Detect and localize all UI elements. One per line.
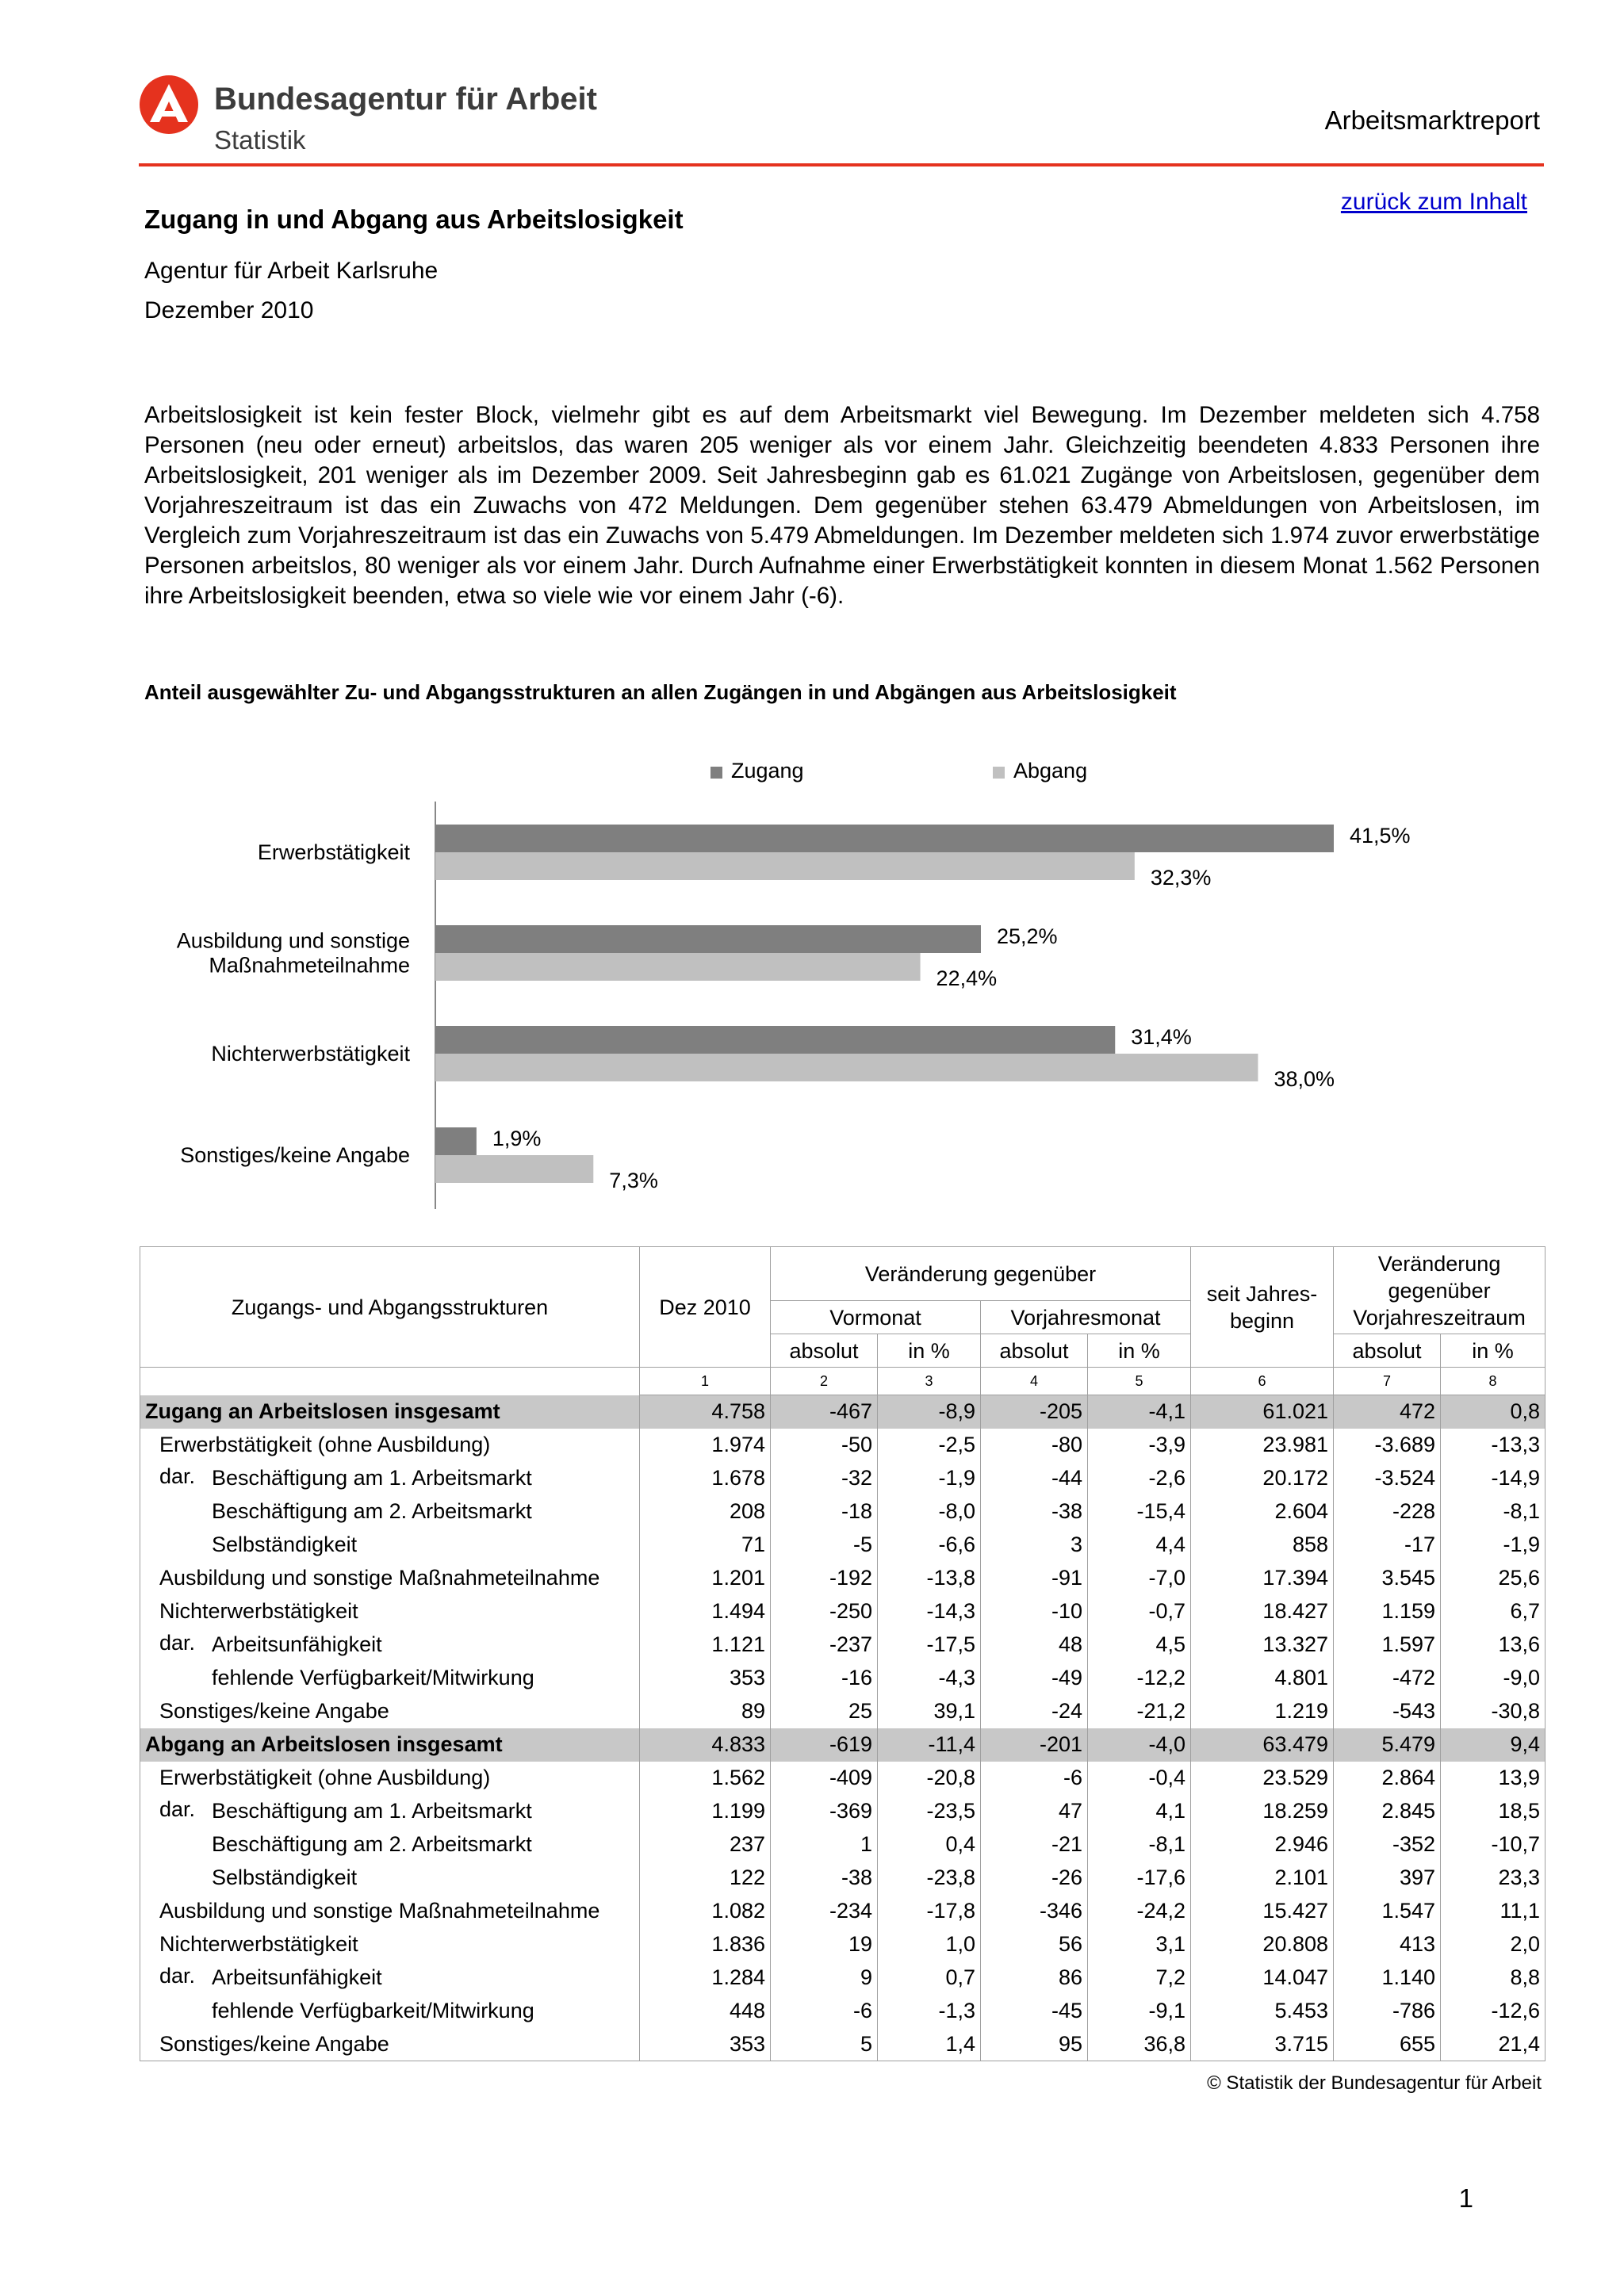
cell-value: 13,6 [1441, 1628, 1545, 1662]
cell-value: -2,5 [878, 1429, 981, 1462]
cell-value: -17,8 [878, 1895, 981, 1928]
col-index: 5 [1088, 1368, 1191, 1395]
cell-value: -2,6 [1088, 1462, 1191, 1495]
cell-value: -201 [981, 1728, 1088, 1762]
table-row [140, 1628, 1545, 1662]
cell-value: -4,1 [1088, 1395, 1191, 1429]
header-absolut: absolut [1334, 1334, 1441, 1368]
row-label-text: Ausbildung und sonstige Maßnahmeteilnahme [159, 1899, 600, 1923]
cell-value: 413 [1334, 1928, 1441, 1961]
cell-value: -12,2 [1088, 1662, 1191, 1695]
dar-prefix: dar. [159, 1797, 196, 1821]
flow-structure-table [140, 1246, 1545, 2061]
cell-value: 4.833 [640, 1728, 771, 1762]
col-index: 3 [878, 1368, 981, 1395]
row-label [140, 1828, 640, 1862]
cell-value: 11,1 [1441, 1895, 1545, 1928]
cell-value: 14.047 [1191, 1961, 1334, 1995]
bar-zugang [435, 925, 981, 953]
cell-value: 1.201 [640, 1562, 771, 1595]
cell-value: -10 [981, 1595, 1088, 1628]
cell-value: 1.082 [640, 1895, 771, 1928]
header-vormonat: Vormonat [771, 1301, 981, 1334]
ba-logo-icon [139, 75, 199, 135]
cell-value: -17 [1334, 1529, 1441, 1562]
col-index: 1 [640, 1368, 771, 1395]
cell-value: -369 [771, 1795, 878, 1828]
report-period: Dezember 2010 [144, 297, 314, 323]
header-dez-2010: Dez 2010 [640, 1247, 771, 1368]
row-label-text: Selbständigkeit [212, 1533, 358, 1556]
cell-value: 25,6 [1441, 1562, 1545, 1595]
cell-value: 0,8 [1441, 1395, 1545, 1429]
row-label [140, 2028, 640, 2061]
cell-value: -472 [1334, 1662, 1441, 1695]
data-label-zugang: 25,2% [996, 924, 1058, 948]
cell-value: -50 [771, 1429, 878, 1462]
row-label [140, 1395, 640, 1429]
cell-value: -13,3 [1441, 1429, 1545, 1462]
back-to-contents-link[interactable]: zurück zum Inhalt [1340, 189, 1527, 215]
row-label-text: Beschäftigung am 2. Arbeitsmarkt [212, 1832, 532, 1856]
row-label-text: Erwerbstätigkeit (ohne Ausbildung) [159, 1766, 491, 1789]
cell-value: -8,1 [1441, 1495, 1545, 1529]
row-label-text: Beschäftigung am 1. Arbeitsmarkt [212, 1466, 532, 1490]
cell-value: 0,7 [878, 1961, 981, 1995]
cell-value: 48 [981, 1628, 1088, 1662]
data-label-abgang: 7,3% [609, 1169, 658, 1192]
cell-value: 20.808 [1191, 1928, 1334, 1961]
row-label [140, 1429, 640, 1462]
cell-value: 18.259 [1191, 1795, 1334, 1828]
category-label: Erwerbstätigkeit [257, 840, 410, 864]
row-label [140, 1595, 640, 1628]
table-row [140, 1995, 1545, 2028]
header-absolut: absolut [981, 1334, 1088, 1368]
data-label-zugang: 1,9% [492, 1127, 542, 1150]
cell-value: 2.604 [1191, 1495, 1334, 1529]
cell-value: -26 [981, 1862, 1088, 1895]
cell-value: -9,0 [1441, 1662, 1545, 1695]
dar-prefix: dar. [159, 1630, 196, 1655]
cell-value: -11,4 [878, 1728, 981, 1762]
cell-value: 1.121 [640, 1628, 771, 1662]
cell-value: -44 [981, 1462, 1088, 1495]
cell-value: -3.524 [1334, 1462, 1441, 1495]
col-index: 6 [1191, 1368, 1334, 1395]
table-row [140, 1728, 1545, 1762]
table-row [140, 1928, 1545, 1961]
row-label-text: Erwerbstätigkeit (ohne Ausbildung) [159, 1433, 491, 1456]
cell-value: 18,5 [1441, 1795, 1545, 1828]
cell-value: 4,1 [1088, 1795, 1191, 1828]
page-number: 1 [1458, 2183, 1473, 2213]
cell-value: 23.981 [1191, 1429, 1334, 1462]
table-row [140, 1429, 1545, 1462]
cell-value: 21,4 [1441, 2028, 1545, 2061]
cell-value: -234 [771, 1895, 878, 1928]
cell-value: 13.327 [1191, 1628, 1334, 1662]
cell-value: -1,9 [1441, 1529, 1545, 1562]
table-row [140, 2028, 1545, 2061]
cell-value: -80 [981, 1429, 1088, 1462]
cell-value: 19 [771, 1928, 878, 1961]
cell-value: 63.479 [1191, 1728, 1334, 1762]
cell-value: 1.494 [640, 1595, 771, 1628]
col-index: 8 [1441, 1368, 1545, 1395]
cell-value: 237 [640, 1828, 771, 1862]
row-label-text: Beschäftigung am 2. Arbeitsmarkt [212, 1499, 532, 1523]
cell-value: 47 [981, 1795, 1088, 1828]
cell-value: 3.715 [1191, 2028, 1334, 2061]
cell-value: -91 [981, 1562, 1088, 1595]
cell-value: -49 [981, 1662, 1088, 1695]
cell-value: -0,7 [1088, 1595, 1191, 1628]
row-label-text: fehlende Verfügbarkeit/Mitwirkung [212, 1666, 534, 1689]
cell-value: 89 [640, 1695, 771, 1728]
chart-title: Anteil ausgewählter Zu- und Abgangsstrukturen an allen Zugängen in und Abgängen aus Arbeitslosigkeit [144, 680, 1177, 704]
cell-value: -16 [771, 1662, 878, 1695]
cell-value: -38 [771, 1862, 878, 1895]
cell-value: -1,3 [878, 1995, 981, 2028]
cell-value: -23,5 [878, 1795, 981, 1828]
cell-value: 1.140 [1334, 1961, 1441, 1995]
cell-value: -15,4 [1088, 1495, 1191, 1529]
cell-value: -5 [771, 1529, 878, 1562]
table-row [140, 1762, 1545, 1795]
row-label [140, 1961, 640, 1995]
legend-swatch-zugang [710, 767, 722, 779]
cell-value: 18.427 [1191, 1595, 1334, 1628]
cell-value: -6 [771, 1995, 878, 2028]
cell-value: 71 [640, 1529, 771, 1562]
cell-value: 5 [771, 2028, 878, 2061]
cell-value: 1.974 [640, 1429, 771, 1462]
intro-paragraph: Arbeitslosigkeit ist kein fester Block, vielmehr gibt es auf dem Arbeitsmarkt viel Bewegung. Im Dezember meldeten sich 4.758 Personen (neu oder erneut) arbeitslos, das waren 205 weniger als vor einem Jahr. Gleichzeitig beendeten 4.833 Personen ihre Arbeitslosigkeit, 201 weniger als im Dezember 2009. Seit Jahresbeginn gab es 61.021 Zugänge von Arbeitslosen, gegenüber dem Vorjahreszeitraum ist das ein Zuwachs von 472 Meldungen. Dem gegenüber stehen 63.479 Abmeldungen von Arbeitslosen, im Vergleich zum Vorjahreszeitraum ist das ein Zuwachs von 5.479 Abmeldungen. Im Dezember meldeten sich 1.974 zuvor erwerbstätige Personen arbeitslos, 80 weniger als vor einem Jahr. Durch Aufnahme einer Erwerbstätigkeit konnten in diesem Monat 1.562 Personen ihre Arbeitslosigkeit beenden, etwa so viele wie vor einem Jahr (-6). [144, 402, 1540, 609]
col-index: 4 [981, 1368, 1088, 1395]
row-label [140, 1529, 640, 1562]
cell-value: 23,3 [1441, 1862, 1545, 1895]
row-label-text: Zugang an Arbeitslosen insgesamt [145, 1399, 500, 1423]
cell-value: 7,2 [1088, 1961, 1191, 1995]
row-label [140, 1695, 640, 1728]
cell-value: -543 [1334, 1695, 1441, 1728]
table-row [140, 1662, 1545, 1695]
row-label-text: Nichterwerbstätigkeit [159, 1932, 358, 1956]
cell-value: 95 [981, 2028, 1088, 2061]
row-label-text: Beschäftigung am 1. Arbeitsmarkt [212, 1799, 532, 1823]
org-name: Bundesagentur für Arbeit [214, 82, 597, 117]
cell-value: -10,7 [1441, 1828, 1545, 1862]
row-label-text: Sonstiges/keine Angabe [159, 2031, 389, 2056]
cell-value: 472 [1334, 1395, 1441, 1429]
row-label [140, 1795, 640, 1828]
cell-value: -409 [771, 1762, 878, 1795]
table-row [140, 1795, 1545, 1828]
cell-value: 9,4 [1441, 1728, 1545, 1762]
table-row [140, 1562, 1545, 1595]
cell-value: 23.529 [1191, 1762, 1334, 1795]
row-label-text: Arbeitsunfähigkeit [212, 1965, 382, 1989]
cell-value: 2,0 [1441, 1928, 1545, 1961]
cell-value: 9 [771, 1961, 878, 1995]
cell-value: -4,3 [878, 1662, 981, 1695]
cell-value: 3.545 [1334, 1562, 1441, 1595]
cell-value: 1.284 [640, 1961, 771, 1995]
cell-value: -45 [981, 1995, 1088, 2028]
cell-value: 15.427 [1191, 1895, 1334, 1928]
row-label-text: Sonstiges/keine Angabe [159, 1699, 389, 1723]
cell-value: 858 [1191, 1529, 1334, 1562]
cell-value: 6,7 [1441, 1595, 1545, 1628]
cell-value: -32 [771, 1462, 878, 1495]
cell-value: -20,8 [878, 1762, 981, 1795]
cell-value: -0,4 [1088, 1762, 1191, 1795]
data-label-zugang: 31,4% [1131, 1025, 1192, 1049]
report-title: Arbeitsmarktreport [1324, 105, 1540, 135]
cell-value: 5.453 [1191, 1995, 1334, 2028]
row-label [140, 1862, 640, 1895]
header-in-pct: in % [1088, 1334, 1191, 1368]
cell-value: -205 [981, 1395, 1088, 1429]
table-row [140, 1395, 1545, 1429]
row-label [140, 1728, 640, 1762]
cell-value: 4.758 [640, 1395, 771, 1429]
cell-value: 4,4 [1088, 1529, 1191, 1562]
cell-value: 5.479 [1334, 1728, 1441, 1762]
cell-value: 2.946 [1191, 1828, 1334, 1862]
cell-value: -8,1 [1088, 1828, 1191, 1862]
category-label: Ausbildung und sonstige [176, 928, 410, 953]
row-label [140, 1928, 640, 1961]
cell-value: 8,8 [1441, 1961, 1545, 1995]
row-label-text: Arbeitsunfähigkeit [212, 1632, 382, 1656]
cell-value: -17,6 [1088, 1862, 1191, 1895]
cell-value: 3,1 [1088, 1928, 1191, 1961]
cell-value: 1.678 [640, 1462, 771, 1495]
row-label [140, 1628, 640, 1662]
cell-value: 1.199 [640, 1795, 771, 1828]
cell-value: -228 [1334, 1495, 1441, 1529]
cell-value: -352 [1334, 1828, 1441, 1862]
header-change-prior-period: Veränderung gegenüber Vorjahreszeitraum [1334, 1247, 1545, 1334]
row-label [140, 1462, 640, 1495]
legend-label-zugang: Zugang [731, 759, 804, 783]
cell-value: -14,9 [1441, 1462, 1545, 1495]
table-row [140, 1695, 1545, 1728]
table-row [140, 1462, 1545, 1495]
cell-value: 1,0 [878, 1928, 981, 1961]
cell-value: -3.689 [1334, 1429, 1441, 1462]
cell-value: 2.864 [1334, 1762, 1441, 1795]
legend-label-abgang: Abgang [1013, 759, 1088, 783]
cell-value: -6 [981, 1762, 1088, 1795]
cell-value: -250 [771, 1595, 878, 1628]
cell-value: 61.021 [1191, 1395, 1334, 1429]
header-divider [139, 163, 1544, 166]
cell-value: -38 [981, 1495, 1088, 1529]
agency-name: Agentur für Arbeit Karlsruhe [144, 258, 439, 284]
cell-value: -9,1 [1088, 1995, 1191, 2028]
cell-value: 17.394 [1191, 1562, 1334, 1595]
cell-value: 353 [640, 1662, 771, 1695]
cell-value: -237 [771, 1628, 878, 1662]
bar-abgang [435, 1054, 1258, 1081]
category-label: Sonstiges/keine Angabe [180, 1143, 410, 1167]
cell-value: -192 [771, 1562, 878, 1595]
bar-zugang [435, 825, 1334, 852]
copyright-note: © Statistik der Bundesagentur für Arbeit [1207, 2072, 1542, 2094]
table-row [140, 1529, 1545, 1562]
table-row [140, 1595, 1545, 1628]
cell-value: -23,8 [878, 1862, 981, 1895]
category-label: Maßnahmeteilnahme [209, 953, 410, 978]
table-row [140, 1828, 1545, 1862]
cell-value: 1.547 [1334, 1895, 1441, 1928]
cell-value: -467 [771, 1395, 878, 1429]
table-row [140, 1862, 1545, 1895]
cell-value: -8,9 [878, 1395, 981, 1429]
cell-value: 122 [640, 1862, 771, 1895]
cell-value: -17,5 [878, 1628, 981, 1662]
cell-value: -14,3 [878, 1595, 981, 1628]
cell-value: 397 [1334, 1862, 1441, 1895]
cell-value: 1.562 [640, 1762, 771, 1795]
cell-value: 4,5 [1088, 1628, 1191, 1662]
cell-value: 655 [1334, 2028, 1441, 2061]
bar-zugang [435, 1026, 1115, 1054]
dar-prefix: dar. [159, 1464, 196, 1488]
header-vorjahresmonat: Vorjahresmonat [981, 1301, 1191, 1334]
page-title: Zugang in und Abgang aus Arbeitslosigkeit [144, 205, 684, 234]
cell-value: -619 [771, 1728, 878, 1762]
cell-value: -30,8 [1441, 1695, 1545, 1728]
cell-value: -8,0 [878, 1495, 981, 1529]
cell-value: -12,6 [1441, 1995, 1545, 2028]
cell-value: 56 [981, 1928, 1088, 1961]
cell-value: -7,0 [1088, 1562, 1191, 1595]
cell-value: 36,8 [1088, 2028, 1191, 2061]
col-index: 7 [1334, 1368, 1441, 1395]
cell-value: -24 [981, 1695, 1088, 1728]
cell-value: 0,4 [878, 1828, 981, 1862]
header-in-pct: in % [878, 1334, 981, 1368]
cell-value: -786 [1334, 1995, 1441, 2028]
bar-abgang [435, 852, 1135, 880]
cell-value: 208 [640, 1495, 771, 1529]
table-row [140, 1895, 1545, 1928]
data-label-abgang: 32,3% [1150, 866, 1212, 890]
cell-value: -18 [771, 1495, 878, 1529]
cell-value: -13,8 [878, 1562, 981, 1595]
cell-value: 13,9 [1441, 1762, 1545, 1795]
cell-value: 1 [771, 1828, 878, 1862]
cell-value: -1,9 [878, 1462, 981, 1495]
cell-value: -4,0 [1088, 1728, 1191, 1762]
cell-value: 1.219 [1191, 1695, 1334, 1728]
cell-value: -24,2 [1088, 1895, 1191, 1928]
bar-zugang [435, 1127, 477, 1155]
cell-value: -346 [981, 1895, 1088, 1928]
bar-chart [0, 745, 1624, 1221]
cell-value: 1.159 [1334, 1595, 1441, 1628]
org-subtitle: Statistik [214, 125, 306, 155]
row-label [140, 1495, 640, 1529]
header-change: Veränderung gegenüber [771, 1247, 1191, 1301]
cell-value: 1.836 [640, 1928, 771, 1961]
cell-value: -21 [981, 1828, 1088, 1862]
legend-swatch-abgang [993, 767, 1005, 779]
cell-value: -3,9 [1088, 1429, 1191, 1462]
data-label-abgang: 22,4% [936, 966, 998, 990]
category-label: Nichterwerbstätigkeit [211, 1042, 410, 1066]
cell-value: 86 [981, 1961, 1088, 1995]
cell-value: 2.101 [1191, 1862, 1334, 1895]
cell-value: 20.172 [1191, 1462, 1334, 1495]
bar-abgang [435, 953, 921, 981]
dar-prefix: dar. [159, 1963, 196, 1988]
header-in-pct: in % [1441, 1334, 1545, 1368]
cell-value: 1,4 [878, 2028, 981, 2061]
cell-value: 25 [771, 1695, 878, 1728]
row-label-text: Ausbildung und sonstige Maßnahmeteilnahme [159, 1566, 600, 1590]
header-since-year-start: seit Jahres-beginn [1191, 1247, 1334, 1368]
bar-abgang [435, 1155, 593, 1183]
row-label-text: Nichterwerbstätigkeit [159, 1599, 358, 1623]
row-label-text: Selbständigkeit [212, 1866, 358, 1889]
row-label [140, 1762, 640, 1795]
header-structure: Zugangs- und Abgangsstrukturen [140, 1247, 640, 1368]
cell-value: 2.845 [1334, 1795, 1441, 1828]
header-absolut: absolut [771, 1334, 878, 1368]
row-label-text: fehlende Verfügbarkeit/Mitwirkung [212, 1999, 534, 2022]
row-label [140, 1662, 640, 1695]
row-label [140, 1995, 640, 2028]
data-label-abgang: 38,0% [1274, 1067, 1335, 1091]
row-label [140, 1895, 640, 1928]
table-row [140, 1961, 1545, 1995]
cell-value: 448 [640, 1995, 771, 2028]
row-label-text: Abgang an Arbeitslosen insgesamt [145, 1732, 503, 1756]
cell-value: 1.597 [1334, 1628, 1441, 1662]
cell-value: -6,6 [878, 1529, 981, 1562]
cell-value: 353 [640, 2028, 771, 2061]
cell-value: 4.801 [1191, 1662, 1334, 1695]
cell-value: -21,2 [1088, 1695, 1191, 1728]
col-index: 2 [771, 1368, 878, 1395]
row-label [140, 1562, 640, 1595]
table-row [140, 1495, 1545, 1529]
cell-value: 39,1 [878, 1695, 981, 1728]
cell-value: 3 [981, 1529, 1088, 1562]
data-label-zugang: 41,5% [1350, 824, 1411, 848]
